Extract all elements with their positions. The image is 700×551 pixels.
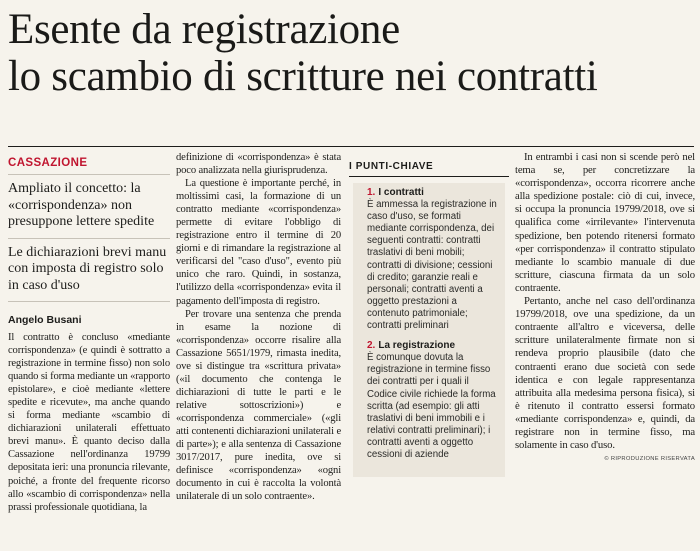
section-tag: CASSAZIONE — [8, 151, 170, 175]
paragraph: Pertanto, anche nel caso dell'ordinanza 19799/2018, ove una spedizione, da un contraente all'altro e viceversa, delle scritture unilateralmente firmate non si rendeva proprio plausibile (dato che contraenti erano due società con sede identica e con legale rappresentanza attribuita alla medesima persona fisica), si è ritenuto il contratto essersi formato «mediante corrispondenza» e, quindi, da registrare non in termine fisso, ma solamente in caso d'uso. — [515, 295, 695, 452]
key-point-title: La registrazione — [378, 340, 456, 352]
copyright-notice: © RIPRODUZIONE RISERVATA — [604, 456, 695, 463]
summary-1: Ampliato il concetto: la «corrispondenza» non presuppone lettere spedite — [8, 175, 170, 239]
key-point-number: 2. — [367, 340, 376, 352]
paragraph: In entrambi i casi non si scende però nel tema se, per concretizzare la «corrispondenza», occorra ricorrere anche alla spedizione postale: ciò di cui, invece, si occupa la pronuncia 19799/2018, ove si qualifica come «irrilevante» l'intervenuta spedizione, ben potendo ritenersi formato «per corrispondenza» il contratto stipulato mediante lo scambio manuale di due scritture, ciascuna firmata da un solo contraente. — [515, 151, 695, 294]
key-point-item — [367, 187, 497, 332]
paragraph: Per trovare una sentenza che prenda in esame la nozione di «corrispondenza» occorre risalire alla Cassazione 5651/1979, rimasta inedita, ove si distingue tra «scrittura privata» («il documento che contenga le dichiarazioni di tutte le parti e le relative sottoscrizioni») e «corrispondenza commerciale» («gli atti contenenti dichiarazioni unilaterali e di parte»); e alla sentenza di Cassazione 3017/2017, pure inedita, ove si definisce «corrispondenza» «ogni documento in cui è raccolta la volontà unilaterale di un solo contraente». — [176, 308, 341, 503]
paragraph: Il contratto è concluso «mediante corrispondenza» (e quindi è sottratto a registrazione in termine fisso) non solo quando si forma mediante un «rapporto epistolare», e cioè mediante «lettere spedite e ricevute», ma anche quando si forma mediante «scambio di dichiarazioni unilaterali effettuato brevi manu». È quanto deciso dalla Cassazione nell'ordinanza 19799 depositata ieri: una pronuncia rilevante, poiché, a fronte del frequente ricorso allo «scambio di corrispondenza» nella prassi professionale quotidiana, la — [8, 332, 170, 513]
key-point-item — [367, 340, 497, 461]
column-1 — [8, 151, 170, 514]
paragraph: definizione di «corrispondenza» è stata poco analizzata nella giurisprudenza. — [176, 152, 341, 177]
key-points-title: I PUNTI-CHIAVE — [349, 151, 509, 177]
key-point-text: È ammessa la registrazione in caso d'uso, se formati mediante corrispondenza, dei seguenti contratti: contratti traslativi di beni mobili; contratti di divisione; cessioni di credito; garanzie reali e personali; contratti aventi a oggetto prestazioni a contenuto patrimoniale; contratti preliminari — [367, 199, 497, 332]
author-byline: Angelo Busani — [8, 314, 82, 326]
body-text-col2 — [176, 151, 341, 503]
key-point-number: 1. — [367, 187, 376, 198]
column-2 — [176, 151, 341, 503]
key-point-title: I contratti — [378, 187, 424, 198]
headline-rule — [8, 146, 694, 147]
key-point-text: È comunque dovuta la registrazione in termine fisso dei contratti per i quali il Codice civile richiede la forma scritta (ad esempio: gli atti traslativi di beni immobili e i relativi contratti preliminari); i contratti aventi a oggetto cessioni di aziende — [367, 352, 496, 460]
column-4 — [515, 151, 695, 462]
body-text-col1 — [8, 331, 170, 514]
headline — [8, 6, 698, 100]
paragraph: La questione è importante perché, in moltissimi casi, la formazione di un contratto mediante «corrispondenza» permette di evitare l'obbligo di registrazione entro il termine di 20 giorni e di rimandare la registrazione al verificarsi del "caso d'uso", evento più unico che raro. Quindi, in sostanza, l'utilizzo della «corrispondenza» evita il pagamento dell'imposta di registro. — [176, 178, 341, 307]
headline-line-2: lo scambio di scritture nei contratti — [8, 53, 598, 100]
body-text-col4 — [515, 151, 695, 452]
key-points-box — [353, 183, 505, 477]
summary-2: Le dichiarazioni brevi manu con imposta di registro solo in caso d'uso — [8, 239, 170, 303]
headline-line-1: Esente da registrazione — [8, 6, 400, 53]
key-points-column — [349, 151, 509, 477]
